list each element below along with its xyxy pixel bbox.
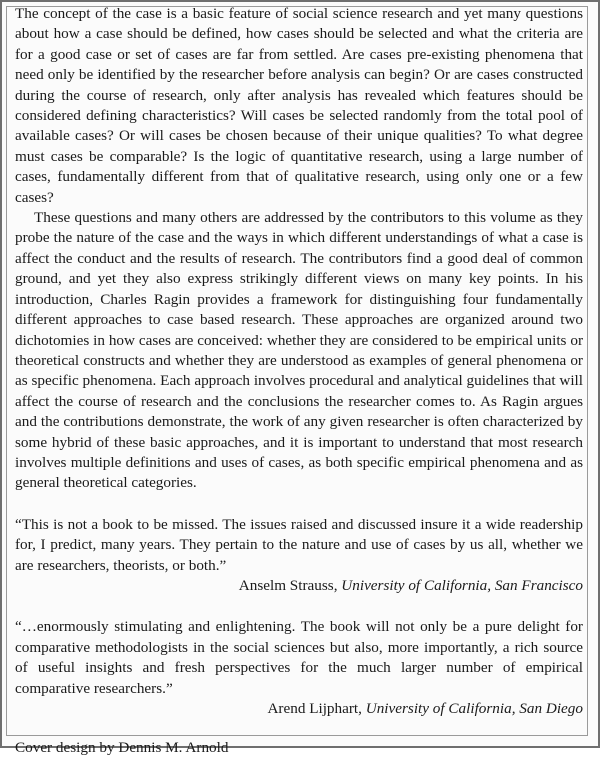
description-paragraph-1: The concept of the case is a basic feature of social science research and yet many questions about how a case should be defined, how cases should be selected and what the criteria are for a good case or set of cases are far from settled. Are cases pre-existing phenomena that need only be identified by the researcher before analysis can begin? Or are cases constructed during the course of research, only after analysis has revealed which features should be considered defining characteristics? Will cases be selected randomly from the total pool of available cases? Or will cases be chosen because of their unique qualities? To what degree must cases be comparable? Is the logic of quantitative research, using a large number of cases, fundamentally different from that of qualitative research, using only one or a few cases? <box>15 5 583 206</box>
quote-affiliation: University of California, San Francisco <box>341 576 583 594</box>
quote-attribution <box>15 699 583 719</box>
back-cover-text <box>15 4 583 759</box>
quote-affiliation: University of California, San Diego <box>365 700 583 717</box>
quote-text: “…enormously stimulating and enlightening. The book will not only be a pure delight for comparative methodologists in the social sciences but also, more importantly, a rich source of useful insights and fresh perspectives for the much larger number of empirical comparative researchers.” <box>15 618 583 697</box>
cover-credit: Cover design by Dennis M. Arnold <box>15 739 229 757</box>
description-paragraph-2: These questions and many others are addressed by the contributors to this volume as they probe the nature of the case and the ways in which different understandings of what a case is affect the conduct and the results of research. The contributors find a good deal of common ground, and yet they also express strikingly different views on many key points. In his introduction, Charles Ragin provides a framework for distinguishing four fundamentally different approaches to case based research. These approaches are organized around two dichotomies in how cases are conceived: whether they are considered to be empirical units or theoretical constructs and whether they are understood as examples of general phenomena or as specific phenomena. Each approach involves procedural and analytical guidelines that will affect the course of research and the conclusions the researcher comes to. As Ragin argues and the contributions demonstrate, the work of any given researcher is often characterized by some hybrid of these basic approaches, and it is important to understand that most research involves multiple definitions and uses of cases, as both specific empirical phenomena and as general theoretical categories. <box>15 209 583 492</box>
review-quote-1 <box>15 515 583 597</box>
quote-author: Anselm Strauss, <box>238 576 342 594</box>
quote-text: “This is not a book to be missed. The issues raised and discussed insure it a wide readership for, I predict, many years. They pertain to the nature and use of cases by us all, whether we are researchers, theorists, or both.” <box>15 515 583 574</box>
quote-attribution <box>15 576 583 596</box>
review-quote-2 <box>15 617 583 719</box>
quote-author: Arend Lijphart, <box>267 700 366 717</box>
